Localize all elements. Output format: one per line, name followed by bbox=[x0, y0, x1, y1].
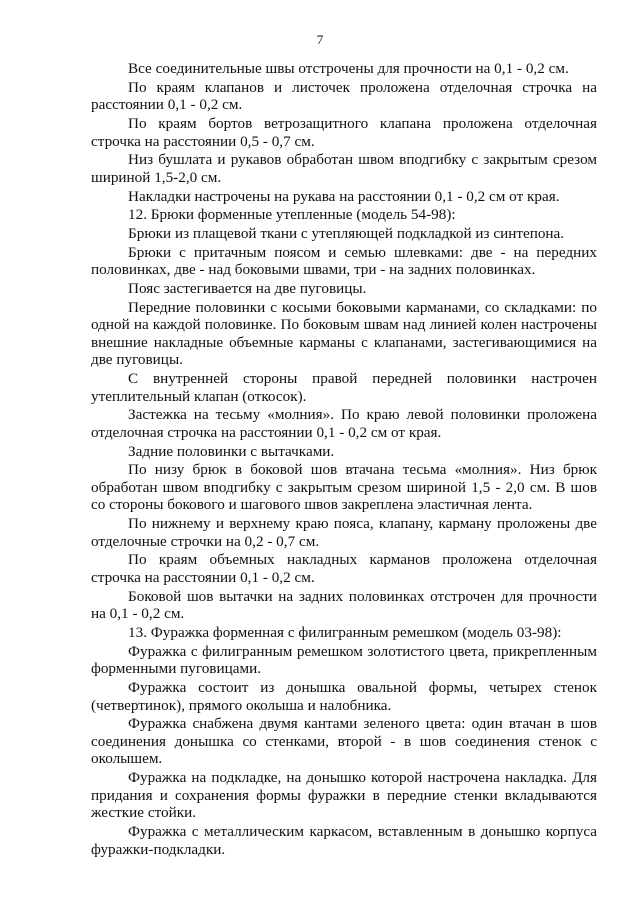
section-heading: 13. Фуражка форменная с филигранным ремешком (модель 03-98): bbox=[128, 624, 562, 641]
paragraph: По краям бортов ветрозащитного клапана проложена отделочная строчка на расстоянии 0,5 - 0,7 см. bbox=[91, 114, 597, 150]
paragraph: С внутренней стороны правой передней половинки настрочен утеплительный клапан (откосок). bbox=[91, 370, 597, 405]
paragraph: Низ бушлата и рукавов обработан швом вподгибку с закрытым срезом шириной 1,5-2,0 см. bbox=[91, 151, 597, 186]
paragraph: Брюки с притачным поясом и семью шлевками: две - на передних половинках, две - над боковыми швами, три - на задних половинках. bbox=[91, 243, 597, 279]
document-body bbox=[91, 60, 597, 859]
page-number: 7 bbox=[316, 32, 324, 47]
paragraph: По краям клапанов и листочек проложена отделочная строчка на расстоянии 0,1 - 0,2 см. bbox=[91, 78, 597, 114]
paragraph: Передние половинки с косыми боковыми карманами, со складками: по одной на каждой половинке. По боковым швам над линией колен настрочены внешние накладные объемные карманы с клапанами, застегивающимися на две пуговицы. bbox=[91, 298, 597, 369]
paragraph: Задние половинки с вытачками. bbox=[128, 442, 335, 460]
paragraph: Фуражка с филигранным ремешком золотистого цвета, прикрепленным форменными пуговицами. bbox=[91, 642, 597, 678]
paragraph: Фуражка на подкладке, на донышко которой настрочена накладка. Для придания и сохранения формы фуражки в передние стенки вкладываются жесткие стойки. bbox=[91, 769, 597, 822]
paragraph: По краям объемных накладных карманов проложена отделочная строчка на расстоянии 0,1 - 0,2 см. bbox=[91, 551, 597, 587]
paragraph: По низу брюк в боковой шов втачана тесьма «молния». Низ брюк обработан швом вподгибку с закрытым срезом шириной 1,5 - 2,0 см. В шов со стороны бокового и шагового швов закреплена эластичная лента. bbox=[91, 461, 597, 514]
paragraph: Застежка на тесьму «молния». По краю левой половинки проложена отделочная строчка на расстоянии 0,1 - 0,2 см от края. bbox=[91, 406, 597, 441]
paragraph: По нижнему и верхнему краю пояса, клапану, карману проложены две отделочные строчки на 0,2 - 0,7 см. bbox=[91, 515, 597, 550]
section-heading: 12. Брюки форменные утепленные (модель 54-98): bbox=[128, 206, 456, 224]
paragraph: Фуражка с металлическим каркасом, вставленным в донышко корпуса фуражки-подкладки. bbox=[91, 823, 597, 858]
paragraph: Накладки настрочены на рукава на расстоянии 0,1 - 0,2 см от края. bbox=[128, 187, 560, 205]
paragraph: Брюки из плащевой ткани с утепляющей подкладкой из синтепона. bbox=[128, 224, 565, 242]
paragraph: Боковой шов вытачки на задних половинках отстрочен для прочности на 0,1 - 0,2 см. bbox=[91, 587, 597, 623]
paragraph: Фуражка состоит из донышка овальной формы, четырех стенок (четвертинок), прямого околыша и налобника. bbox=[91, 678, 597, 714]
paragraph: Все соединительные швы отстрочены для прочности на 0,1 - 0,2 см. bbox=[128, 60, 569, 77]
paragraph: Пояс застегивается на две пуговицы. bbox=[128, 279, 367, 297]
paragraph: Фуражка снабжена двумя кантами зеленого цвета: один втачан в шов соединения донышка со стенками, второй - в шов соединения стенок с околышем. bbox=[91, 715, 597, 768]
